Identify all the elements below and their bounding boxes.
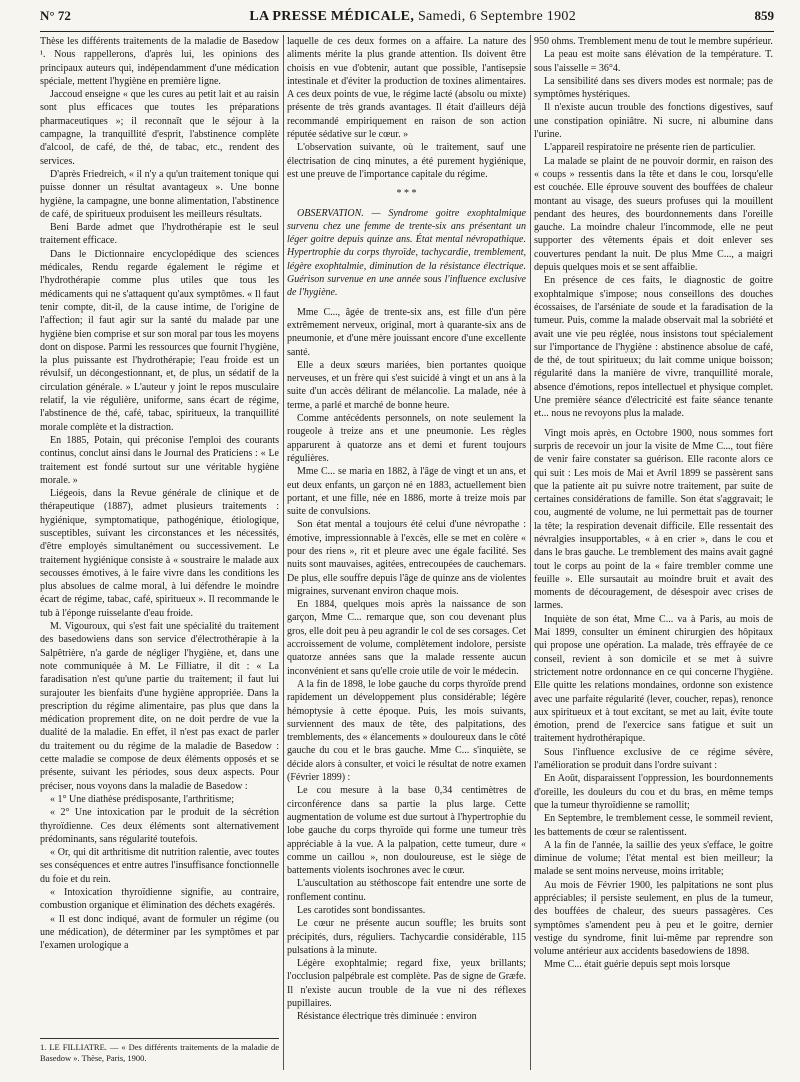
paragraph: Légère exophtalmie; regard fixe, yeux brillants; l'occlusion palpébrale est complète. Pas de signe de Græfe. Il n'existe aucun trouble de la vue ni des réflexes pupillaires. <box>287 958 526 1010</box>
paragraph: La sensibilité dans ses divers modes est normale; pas de symptômes hystériques. <box>534 75 773 101</box>
paragraph: « Il est donc indiqué, avant de formuler un régime (ou une médication), de déterminer par les symptômes et par l'examen urologique a <box>40 913 279 952</box>
column-1 <box>40 35 279 1070</box>
column-divider <box>283 35 284 1070</box>
paragraph: Résistance électrique très diminuée : environ <box>297 1011 477 1023</box>
column-divider <box>530 35 531 1070</box>
paragraph: Le cœur ne présente aucun souffle; les bruits sont précipités, durs, réguliers. Tachycardie considérable, 115 pulsations à la minute. <box>287 918 526 956</box>
paragraph: Elle a deux sœurs mariées, bien portantes quoique nerveuses, et un frère qui s'est suicidé à vingt et un ans à la suite d'un accès délirant de mélancolie. La malade, née à terme, a parlé et marché de bonne heure. <box>287 359 526 411</box>
section-separator: * * * <box>396 188 417 200</box>
paragraph: laquelle de ces deux formes on a affaire. La nature des aliments mérite la plus grande attention. Ils doivent être choisis en vue d'obtenir, autant que possible, l'antisepsie intestinale et d'éviter la production de toxines alimentaires. A ces deux points de vue, le régime lacté (absolu ou mixte) présente de très grands avantages. Il était d'ailleurs déjà recommandé empiriquement en raison de son action réputée sédative sur le cœur. » <box>287 36 526 141</box>
paragraph: Jaccoud enseigne « que les cures au petit lait et au raisin sont plus efficaces que toutes les préparations pharmaceutiques »; il reconnaît que le séjour à la campagne, la tranquillité d'esprit, l'abstinence complète d'alcool, de café, de thé, de tabac, etc., rendent des services. <box>40 89 279 167</box>
paragraph: En 1884, quelques mois après la naissance de son garçon, Mme C... remarque que, son cou devenant plus gros, elle doit peu à peu agrandir le col de ses corsages. Cet accroissement de volume, complètement indolore, persiste quatorze années sans que la malade ressente aucun inconvénient et sans qu'elle croie utile de voir le médecin. <box>287 599 526 677</box>
page-header <box>40 8 774 32</box>
paragraph: M. Vigouroux, qui s'est fait une spécialité du traitement des basedowiens dans son service d'électrothérapie à la Salpêtrière, n'a garde de négliger l'hygiène, et, dans une note communiquée à M. Le Filliatre, il dit : « La faradisation n'est qu'une partie du traitement; il faut lui surajouter les bienfaits d'une hygiène appropriée. Dans la prescription du régime alimentaire, pas plus que dans la médication proprement dite, on ne doit perdre de vue la dualité de la maladie. En effet, il n'est pas exact de parler du traitement ou du régime de la maladie de Basedow : cette maladie se compose de deux éléments opposés et se présente, suivant les périodes, sous deux aspects. Pour préciser, nous voyons dans la maladie de Basedow : <box>40 621 279 792</box>
paragraph: Beni Barde admet que l'hydrothérapie est le seul traitement efficace. <box>40 222 279 247</box>
paragraph: « Or, qui dit arthritisme dit nutrition ralentie, avec toutes ses conséquences et entre autres l'insuffisance fonctionnelle du foie et du rein. <box>40 847 279 885</box>
paragraph: D'après Friedreich, « il n'y a qu'un traitement tonique qui puisse donner un résultat avantageux ». Une bonne hygiène, la campagne, une bonne alimentation, l'abstinence de café, de spiritueux produisent les meilleurs résultats. <box>40 168 279 220</box>
issue-date: Samedi, 6 Septembre 1902 <box>417 9 576 24</box>
paragraph: « 1° Une diathèse prédisposante, l'arthritisme; <box>50 793 235 805</box>
paragraph: Mme C..., âgée de trente-six ans, est fille d'un père extrêmement nerveux, original, mort à quarante-six ans de pneumonie, et d'une mère jouissant encore d'une excellente santé. <box>287 306 526 358</box>
paragraph: « 2° Une intoxication par le produit de la sécrétion thyroïdienne. Ces deux éléments sont alternativement prédominants, sans régularité toutefois. <box>40 807 279 845</box>
paragraph: Son état mental a toujours été celui d'une névropathe : émotive, impressionnable à l'excès, elle se met en colère « pour des riens », rit et pleure avec une égale facilité. Ses nuits sont mauvaises, agitées, entrecoupées de cauchemars. De plus, elle souffre depuis l'âge de quinze ans de violentes migraines, survenant environ chaque mois. <box>287 519 526 597</box>
paragraph: A la fin de l'année, la saillie des yeux s'efface, le goitre diminue de volume; l'état mental est bien meilleur; la malade se sent moins nerveuse, moins irritable; <box>534 839 773 878</box>
paragraph: Vingt mois après, en Octobre 1900, nous sommes fort surpris de recevoir un jour la visite de Mme C..., tout fière de venir faire constater sa guérison. Elle raconte alors ce qui suit : Les mois de Mai et Avril 1899 se passèrent sans que la patiente ait pu suivre notre traitement, par suite de certaines considérations de famille. Son état s'aggravait; le cou, augmenté de volume, ne lui permettait pas de tourner la tête; la respiration devenait difficile. Elle ressentait des névralgies insupportables, « à en crier », dans le cou et dans le bras gauche. Le tremblement des mains avait gagné tout le corps au point de la « faire trembler comme une feuille ». Elle sursautait au moindre bruit et avait des moments de découragement, de désespoir avec crises de larmes. <box>534 427 773 612</box>
paragraph: L'observation suivante, où le traitement, sauf une électrisation de cinq minutes, a été purement hygiénique, est une preuve de l'importance capitale du régime. <box>287 142 526 180</box>
paragraph: L'auscultation au stéthoscope fait entendre une sorte de ronflement continu. <box>287 878 526 903</box>
paragraph: Il n'existe aucun trouble des fonctions digestives, sauf une constipation opiniâtre. Ni sucre, ni albumine dans l'urine. <box>534 102 773 141</box>
paragraph: Liégeois, dans la Revue générale de clinique et de thérapeutique (1887), admet plusieurs traitements : hygiénique, symptomatique, pathogénique, étiologique, susceptibles, suivant les circonstances et les nécessités, d'être employés simultanément ou successivement. Le traitement hygiénique consiste à « soustraire le malade aux secousses émotives, à le faire vivre dans les conditions les plus absolues de calme moral, à lui défendre le moindre écart de régime, tabac, café, spiritueux ». Il recommande le tub à l'éponge ruisselante d'eau froide. <box>40 488 279 619</box>
paragraph: La peau est moite sans élévation de la température. T. sous l'aisselle = 36°4. <box>534 49 773 74</box>
paragraph: Sous l'influence exclusive de ce régime sévère, l'amélioration se produit dans l'ordre suivant : <box>534 746 773 772</box>
paragraph: L'appareil respiratoire ne présente rien de particulier. <box>544 142 756 154</box>
journal-page <box>40 8 774 1074</box>
column-2 <box>287 35 526 1070</box>
footnote: 1. LE FILLIATRE. — « Des différents traitements de la maladie de Basedow ». Thèse, Paris, 1900. <box>40 1038 279 1064</box>
paragraph: Les carotides sont bondissantes. <box>297 905 426 916</box>
paragraph: Mme C... était guérie depuis sept mois lorsque <box>544 959 731 971</box>
paragraph: En présence de ces faits, le diagnostic de goitre exophtalmique s'impose; nous conseillons des douches écossaises, de l'arséniate de soude et la faradisation de la tumeur. Puis, comme la malade observait mal la sobriété et avait une vie peu réglée, nous insistons tout spécialement sur l'importance de l'hygiène : abstinence absolue de café, de thé, de tout spiritueux; du lait comme unique boisson; régularité dans la manière de vivre, tranquillité morale, absence d'émotions, repos intellectuel et physique complet. Une première séance d'électricité est faite séance tenante et... nous ne revoyons plus la malade. <box>534 275 773 420</box>
paragraph: Inquiète de son état, Mme C... va à Paris, au mois de Mai 1899, consulter un éminent chirurgien des hôpitaux qui propose une opération. La malade, très effrayée de ce conseil, revient à son domicile et se met à suivre strictement notre ordonnance en ce qui concerne l'hygiène. Elle quitte les relations mondaines, ordonne son existence avec une parfaite régularité (lever, coucher, repas), renonce aux spiritueux et à tout excitant, se met au lait, évite toute émotion, prend de l'exercice sans fatigue et suit un traitement hydrothérapique. <box>534 613 773 745</box>
page-number: 859 <box>754 8 774 23</box>
paragraph: Comme antécédents personnels, on note seulement la rougeole à treize ans et une pneumonie. Les règles apparurent à quatorze ans et demi et furent toujours régulières. <box>287 413 526 464</box>
paragraph: Au mois de Février 1900, les palpitations ne sont plus appréciables; il persiste seulement, en plus de la tumeur, des bouffées de chaleur, des sueurs passagères. Ces symptômes s'amendent peu à peu et le goitre, dernier vestige du syndrome, finit lui-même par reprendre son volume antérieur aux accidents basedowiens de 1898. <box>534 879 773 958</box>
paragraph: La malade se plaint de ne pouvoir dormir, en raison des « coups » ressentis dans la tête et dans le cou, lorsqu'elle est couchée. Elle éprouve souvent des bouffées de chaleur montant au visage, des sueurs profuses qui la mouillent pendant des heures, des bourdonnements dans l'oreille gauche. La moindre chaleur l'incommode, elle ne peut supporter des vêtements épais et doit enlever ses couvertures pendant la nuit. De plus Mme C..., a maigri depuis quelques mois et se sent affaiblie. <box>534 155 773 274</box>
paragraph: En Août, disparaissent l'oppression, les bourdonnements d'oreille, les douleurs du cou et du bras, en même temps que la tumeur thyroïdienne se ramollit; <box>534 773 773 811</box>
issue-number: N° 72 <box>40 8 71 23</box>
journal-name: LA PRESSE MÉDICALE, <box>249 9 415 24</box>
paragraph: Mme C... se maria en 1882, à l'âge de vingt et un ans, et eut deux enfants, un garçon né en 1883, actuellement bien portant, et une fille, née en 1886, morte à treize mois par suite de convulsions. <box>287 466 526 518</box>
paragraph: En Septembre, le tremblement cesse, le sommeil revient, les battements de cœur se ralentissent. <box>534 813 773 838</box>
paragraph: Dans le Dictionnaire encyclopédique des sciences médicales, Rendu regarde également le régime et l'hydrothérapie comme plus utiles que tous les médicaments qui ne s'attaquent qu'aux symptômes. « Il faut tenir compte, dit-il, de la cause intime, de l'origine de l'affection; il faut agir sur la santé du malade par une hygiène bien comprise et sur son moral par tous les moyens dont on dispose. Parmi les ressources que fournit l'hygiène, la plus puissante est l'hydrothérapie; l'eau froide est un révulsif, un décongestionnant, et, de plus, un sédatif de la circulation générale. » L'auteur y joint le repos musculaire relatif, la vie régulière, uniforme, sans écart de régime, l'abstinence de thé, café, tabac, spiritueux, la tranquillité morale complète et la distraction. <box>40 248 279 433</box>
paragraph: 950 ohms. Tremblement menu de tout le membre supérieur. <box>534 36 773 47</box>
column-3 <box>534 35 773 1070</box>
text-columns <box>40 35 774 1074</box>
observation-heading: OBSERVATION. — Syndrome goitre exophtalmique survenu chez une femme de trente-six ans présentant un léger goitre depuis quinze ans. État mental névropathique. Hypertrophie du corps thyroïde, tachycardie, tremblement, légère exophtalmie, diminution de la résistance électrique. Guérison survenue en une année sous l'influence exclusive de l'hygiène. <box>287 207 526 299</box>
paragraph: Thèse les différents traitements de la maladie de Basedow ¹. Nous rappellerons, d'après lui, les opinions des principaux auteurs qui, indépendamment d'une médication spéciale, mettent l'hygiène en première ligne. <box>40 36 279 87</box>
journal-title <box>249 9 576 25</box>
paragraph: « Intoxication thyroïdienne signifie, au contraire, combustion organique et élimination des déchets exagérés. <box>40 887 279 912</box>
paragraph: En 1885, Potain, qui préconise l'emploi des courants continus, conclut ainsi dans le Journal des Praticiens : « Le traitement est fondé surtout sur une véritable hygiène morale. » <box>40 434 279 486</box>
paragraph: Le cou mesure à la base 0,34 centimètres de circonférence dans sa partie la plus large. Cette augmentation de volume est due surtout à l'hypertrophie du lobe gauche du corps thyroïde qui forme une tumeur très appréciable à la vue. A la palpation, cette tumeur, dure « comme un caillou », non douloureuse, est le siège de battements violents isochrones avec le cœur. <box>287 785 526 877</box>
paragraph: A la fin de 1898, le lobe gauche du corps thyroïde prend rapidement un développement plus considérable; légère hémoptysie à cette époque. Puis, les mois suivants, surviennent des maux de tête, des palpitations, des tremblements, des « élancements » douloureux dans le côté gauche du cou et le bras gauche. Mme C... s'inquiète, se décide alors à consulter, et voici le résultat de notre examen (Février 1899) : <box>287 678 526 784</box>
